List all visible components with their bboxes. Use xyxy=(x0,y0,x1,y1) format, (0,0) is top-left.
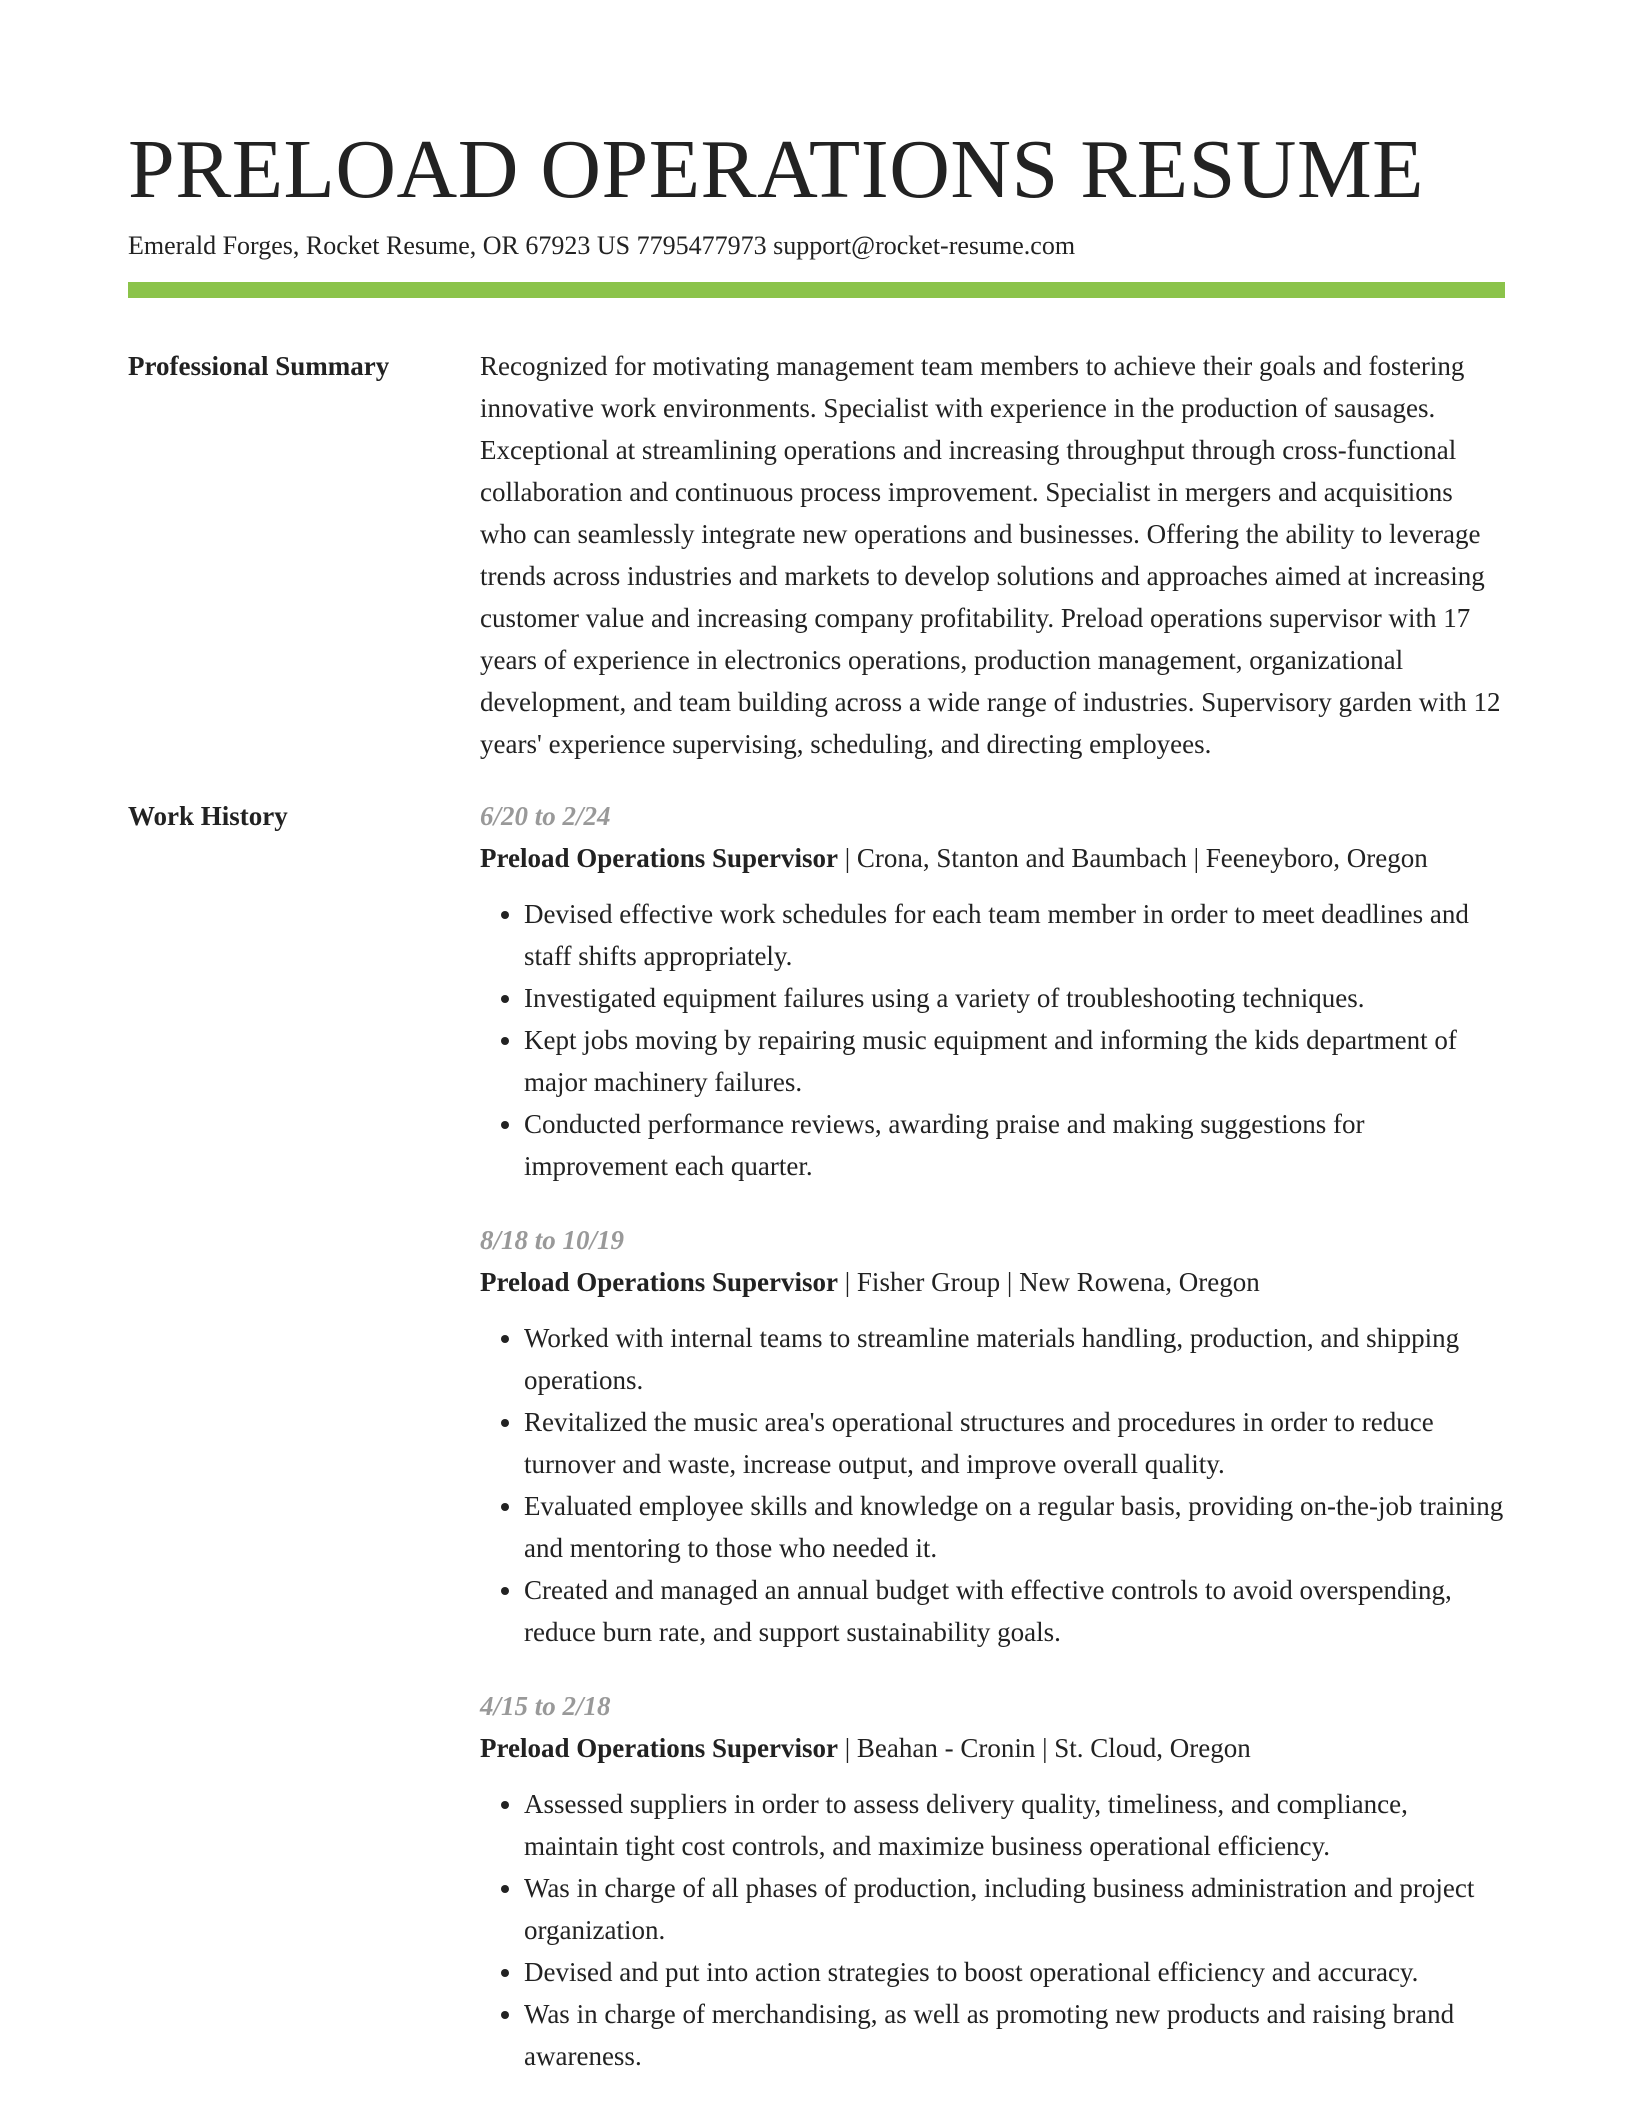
professional-summary-section xyxy=(128,345,1505,765)
job-bullet: • Evaluated employee skills and knowledge on a regular basis, providing on-the-job training and mentoring to those who needed it. xyxy=(524,1485,1505,1569)
page-title: PRELOAD OPERATIONS RESUME xyxy=(128,123,1424,216)
accent-divider xyxy=(128,282,1505,298)
job-title: Preload Operations Supervisor xyxy=(480,843,839,873)
job-bullet: • Was in charge of merchandising, as well as promoting new products and raising brand awareness. xyxy=(524,1993,1505,2077)
job-entry xyxy=(480,1219,1505,1653)
job-bullet-list xyxy=(480,1317,1505,1653)
section-heading-work: Work History xyxy=(128,801,288,831)
job-entry xyxy=(480,795,1505,1187)
job-bullet: • Created and managed an annual budget with effective controls to avoid overspending, reduce burn rate, and support sustainability goals. xyxy=(524,1569,1505,1653)
job-entry xyxy=(480,1685,1505,2077)
job-title: Preload Operations Supervisor xyxy=(480,1267,839,1297)
job-bullet: • Assessed suppliers in order to assess delivery quality, timeliness, and compliance, maintain tight cost controls, and maximize business operational efficiency. xyxy=(524,1783,1505,1867)
job-bullet: • Kept jobs moving by repairing music equipment and informing the kids department of major machinery failures. xyxy=(524,1019,1505,1103)
job-bullet: • Worked with internal teams to streamline materials handling, production, and shipping operations. xyxy=(524,1317,1505,1401)
job-bullet-list xyxy=(480,893,1505,1187)
section-heading-summary: Professional Summary xyxy=(128,351,390,381)
job-details: | Beahan - Cronin | St. Cloud, Oregon xyxy=(838,1733,1251,1763)
summary-text: Recognized for motivating management team members to achieve their goals and fostering innovative work environments. Specialist with experience in the production of sausages. Exceptional at streamlining operations and increasing throughput through cross-functional collaboration and continuous process improvement. Specialist in mergers and acquisitions who can seamlessly integrate new operations and businesses. Offering the ability to leverage trends across industries and markets to develop solutions and approaches aimed at increasing customer value and increasing company profitability. Preload operations supervisor with 17 years of experience in electronics operations, production management, organizational development, and team building across a wide range of industries. Supervisory garden with 12 years' experience supervising, scheduling, and directing employees. xyxy=(480,351,1501,759)
job-bullet: • Investigated equipment failures using a variety of troubleshooting techniques. xyxy=(524,977,1505,1019)
job-details: | Fisher Group | New Rowena, Oregon xyxy=(838,1267,1260,1297)
job-heading xyxy=(480,837,1505,879)
job-heading xyxy=(480,1727,1505,1769)
resume-page xyxy=(128,0,1505,2109)
job-bullet: • Devised and put into action strategies to boost operational efficiency and accuracy. xyxy=(524,1951,1505,1993)
job-dates: 4/15 to 2/18 xyxy=(480,1691,611,1721)
job-bullet: • Devised effective work schedules for each team member in order to meet deadlines and staff shifts appropriately. xyxy=(524,893,1505,977)
job-dates: 8/18 to 10/19 xyxy=(480,1225,625,1255)
job-bullet-list xyxy=(480,1783,1505,2077)
work-history-body xyxy=(480,795,1505,2109)
job-bullet: • Revitalized the music area's operational structures and procedures in order to reduce turnover and waste, increase output, and improve overall quality. xyxy=(524,1401,1505,1485)
contact-info: Emerald Forges, Rocket Resume, OR 67923 US 7795477973 support@rocket-resume.com xyxy=(128,231,1076,260)
job-heading xyxy=(480,1261,1505,1303)
job-title: Preload Operations Supervisor xyxy=(480,1733,839,1763)
work-history-section xyxy=(128,795,1505,2109)
job-details: | Crona, Stanton and Baumbach | Feeneyboro, Oregon xyxy=(838,843,1428,873)
summary-body xyxy=(480,345,1505,765)
job-dates: 6/20 to 2/24 xyxy=(480,801,611,831)
job-bullet: • Conducted performance reviews, awarding praise and making suggestions for improvement each quarter. xyxy=(524,1103,1505,1187)
job-bullet: • Was in charge of all phases of production, including business administration and project organization. xyxy=(524,1867,1505,1951)
